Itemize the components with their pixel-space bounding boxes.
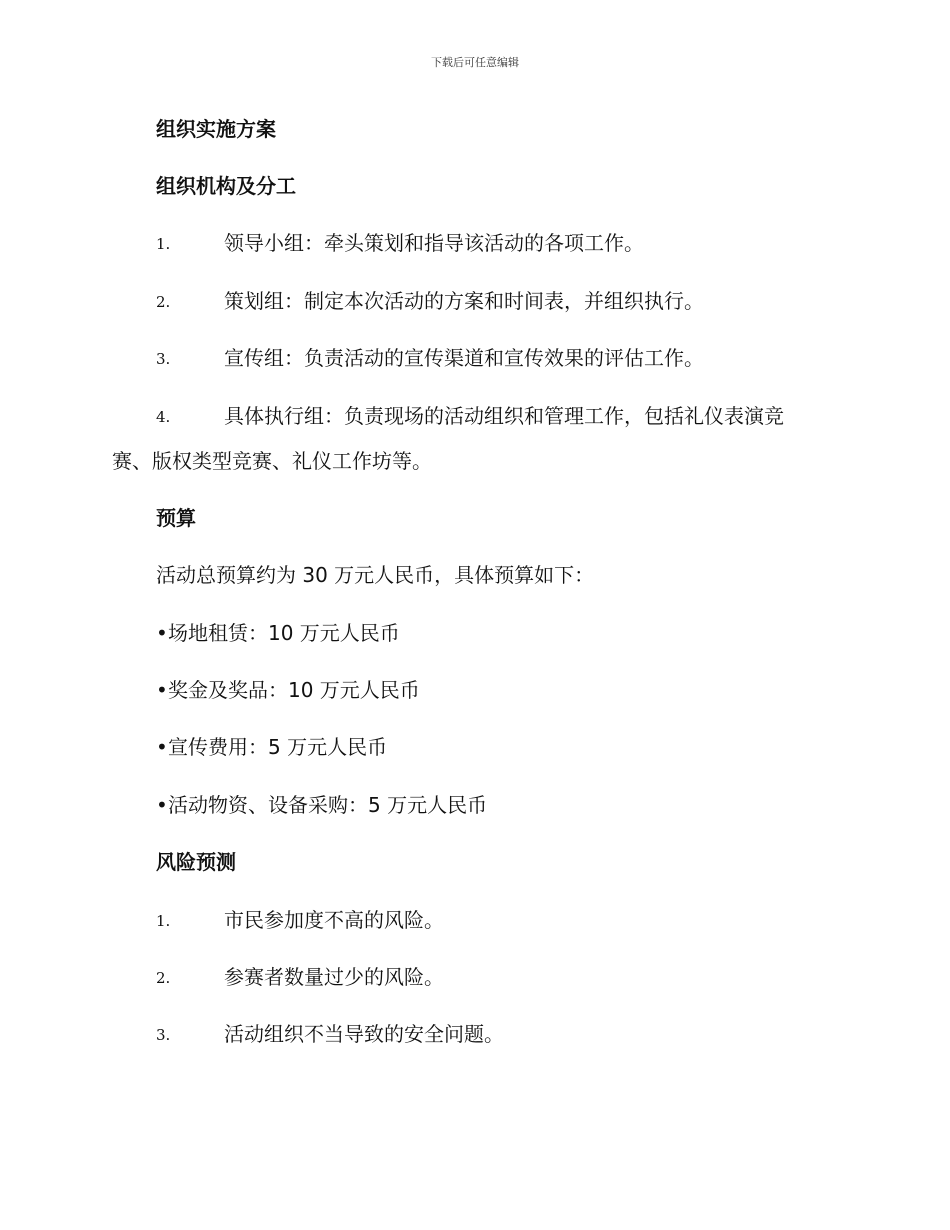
budget-item-text: 场地租赁：10 万元人民币 bbox=[168, 621, 400, 645]
org-item-4-line-2: 赛、版权类型竞赛、礼仪工作坊等。 bbox=[112, 449, 432, 473]
list-item-text: 策划组：制定本次活动的方案和时间表，并组织执行。 bbox=[224, 289, 704, 313]
org-item-3 bbox=[156, 344, 704, 373]
risk-item-3 bbox=[156, 1020, 504, 1049]
bullet-mark: • bbox=[156, 678, 168, 702]
risk-item-1 bbox=[156, 906, 444, 935]
list-item-text: 活动组织不当导致的安全问题。 bbox=[224, 1022, 504, 1046]
org-item-2 bbox=[156, 287, 704, 316]
list-item-text: 市民参加度不高的风险。 bbox=[224, 908, 444, 932]
list-item-text: 宣传组：负责活动的宣传渠道和宣传效果的评估工作。 bbox=[224, 346, 704, 370]
budget-item-text: 宣传费用：5 万元人民币 bbox=[168, 735, 388, 759]
list-number: 2. bbox=[156, 969, 171, 987]
document-title: 组织实施方案 bbox=[156, 117, 276, 141]
budget-item-1 bbox=[156, 619, 400, 647]
budget-item-2 bbox=[156, 676, 420, 704]
list-item-text: 具体执行组：负责现场的活动组织和管理工作，包括礼仪表演竞 bbox=[224, 404, 784, 428]
budget-item-text: 活动物资、设备采购：5 万元人民币 bbox=[168, 793, 488, 817]
budget-intro: 活动总预算约为 30 万元人民币，具体预算如下： bbox=[156, 563, 595, 587]
risk-section-heading: 风险预测 bbox=[156, 850, 236, 874]
list-number: 3. bbox=[156, 1026, 171, 1044]
budget-item-text: 奖金及奖品：10 万元人民币 bbox=[168, 678, 420, 702]
list-item-text: 参赛者数量过少的风险。 bbox=[224, 965, 444, 989]
header-note: 下载后可任意编辑 bbox=[431, 56, 519, 69]
risk-item-2 bbox=[156, 963, 444, 992]
bullet-mark: • bbox=[156, 621, 168, 645]
bullet-mark: • bbox=[156, 793, 168, 817]
list-number: 3. bbox=[156, 350, 171, 368]
list-number: 2. bbox=[156, 293, 171, 311]
budget-item-3 bbox=[156, 733, 387, 761]
budget-item-4 bbox=[156, 791, 487, 819]
list-number: 4. bbox=[156, 408, 171, 426]
list-number: 1. bbox=[156, 235, 171, 253]
list-number: 1. bbox=[156, 912, 171, 930]
bullet-mark: • bbox=[156, 735, 168, 759]
list-item-text: 领导小组：牵头策划和指导该活动的各项工作。 bbox=[224, 231, 644, 255]
org-item-4-line-1 bbox=[156, 402, 784, 431]
org-section-heading: 组织机构及分工 bbox=[156, 174, 296, 198]
org-item-1 bbox=[156, 229, 644, 258]
budget-section-heading: 预算 bbox=[156, 506, 196, 530]
